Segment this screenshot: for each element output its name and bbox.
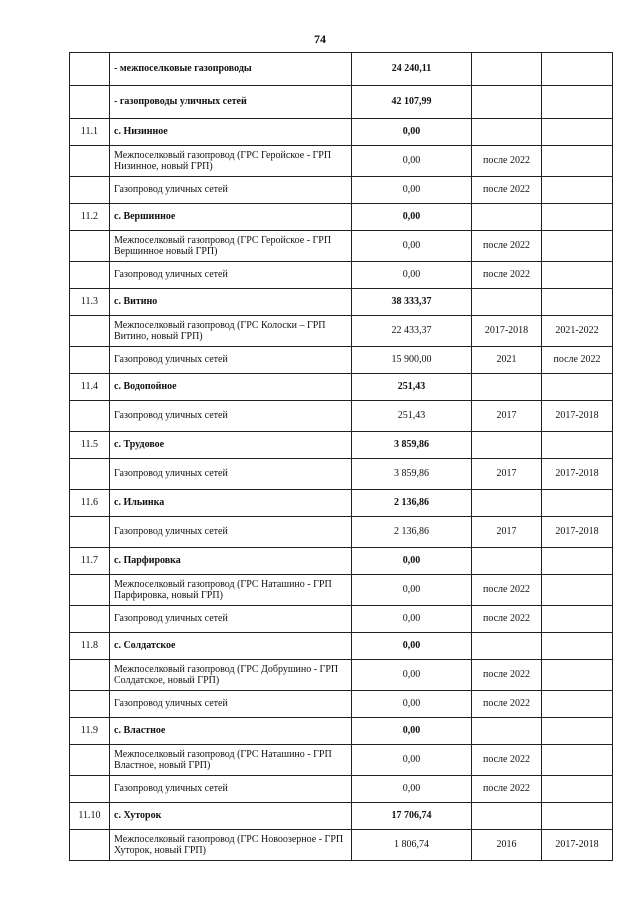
period-end-cell [542,86,613,119]
object-name-cell: с. Вершинное [110,204,352,231]
object-name-cell: Газопровод уличных сетей [110,401,352,432]
amount-cell: 251,43 [352,401,472,432]
amount-cell: 0,00 [352,691,472,718]
period-start-cell: после 2022 [472,262,542,289]
period-end-cell: 2017-2018 [542,830,613,861]
period-end-cell [542,776,613,803]
object-name-cell: с. Властное [110,718,352,745]
period-start-cell [472,119,542,146]
amount-cell: 0,00 [352,204,472,231]
table-row [70,691,613,718]
period-end-cell: 2021-2022 [542,316,613,347]
table-row [70,459,613,490]
period-start-cell [472,490,542,517]
period-start-cell: после 2022 [472,606,542,633]
period-start-cell: после 2022 [472,776,542,803]
amount-cell: 3 859,86 [352,432,472,459]
period-start-cell: после 2022 [472,146,542,177]
amount-cell: 0,00 [352,231,472,262]
section-row [70,204,613,231]
table-row [70,660,613,691]
table-row [70,262,613,289]
row-number-cell: 11.1 [70,119,110,146]
amount-cell: 0,00 [352,262,472,289]
object-name-cell: Газопровод уличных сетей [110,606,352,633]
period-start-cell [472,432,542,459]
object-name-cell: с. Низинное [110,119,352,146]
period-end-cell [542,432,613,459]
period-end-cell [542,803,613,830]
gas-pipeline-table-container [69,52,613,861]
subtotal-row [70,86,613,119]
amount-cell: 0,00 [352,548,472,575]
amount-cell: 1 806,74 [352,830,472,861]
row-number-cell [70,86,110,119]
period-start-cell: 2017 [472,401,542,432]
period-start-cell: 2017 [472,517,542,548]
amount-cell: 0,00 [352,575,472,606]
period-end-cell [542,606,613,633]
period-start-cell [472,86,542,119]
period-end-cell [542,262,613,289]
row-number-cell [70,575,110,606]
period-end-cell [542,660,613,691]
table-row [70,517,613,548]
table-row [70,776,613,803]
row-number-cell [70,347,110,374]
object-name-cell: Межпоселковый газопровод (ГРС Новоозерное - ГРП Хуторок, новый ГРП) [110,830,352,861]
table-row [70,575,613,606]
object-name-cell: с. Парфировка [110,548,352,575]
row-number-cell [70,231,110,262]
row-number-cell: 11.4 [70,374,110,401]
amount-cell: 24 240,11 [352,53,472,86]
object-name-cell: Газопровод уличных сетей [110,459,352,490]
period-start-cell: после 2022 [472,691,542,718]
table-row [70,231,613,262]
period-start-cell [472,374,542,401]
period-start-cell: после 2022 [472,745,542,776]
period-start-cell [472,548,542,575]
period-end-cell [542,231,613,262]
object-name-cell: Газопровод уличных сетей [110,177,352,204]
row-number-cell: 11.5 [70,432,110,459]
subtotal-row [70,53,613,86]
row-number-cell: 11.8 [70,633,110,660]
object-name-cell: Межпоселковый газопровод (ГРС Колоски – ГРП Витино, новый ГРП) [110,316,352,347]
period-start-cell: 2017 [472,459,542,490]
amount-cell: 0,00 [352,119,472,146]
table-row [70,606,613,633]
section-row [70,548,613,575]
row-number-cell [70,517,110,548]
period-end-cell [542,146,613,177]
row-number-cell [70,745,110,776]
period-start-cell: после 2022 [472,231,542,262]
object-name-cell: с. Солдатское [110,633,352,660]
object-name-cell: Межпоселковый газопровод (ГРС Наташино - ГРП Парфировка, новый ГРП) [110,575,352,606]
amount-cell: 0,00 [352,718,472,745]
period-end-cell [542,575,613,606]
row-number-cell: 11.6 [70,490,110,517]
section-row [70,633,613,660]
object-name-cell: - межпоселковые газопроводы [110,53,352,86]
row-number-cell [70,401,110,432]
gas-pipeline-table [69,52,613,861]
amount-cell: 0,00 [352,606,472,633]
object-name-cell: - газопроводы уличных сетей [110,86,352,119]
amount-cell: 0,00 [352,745,472,776]
row-number-cell [70,691,110,718]
row-number-cell: 11.2 [70,204,110,231]
table-row [70,146,613,177]
object-name-cell: Газопровод уличных сетей [110,691,352,718]
row-number-cell: 11.7 [70,548,110,575]
table-body [70,53,613,861]
row-number-cell [70,830,110,861]
object-name-cell: с. Водопойное [110,374,352,401]
table-row [70,316,613,347]
period-end-cell [542,119,613,146]
object-name-cell: Газопровод уличных сетей [110,262,352,289]
amount-cell: 15 900,00 [352,347,472,374]
period-end-cell [542,718,613,745]
object-name-cell: Газопровод уличных сетей [110,776,352,803]
amount-cell: 38 333,37 [352,289,472,316]
table-row [70,177,613,204]
period-start-cell: 2021 [472,347,542,374]
period-start-cell [472,803,542,830]
period-start-cell: после 2022 [472,660,542,691]
row-number-cell: 11.9 [70,718,110,745]
period-start-cell: 2017-2018 [472,316,542,347]
period-end-cell [542,490,613,517]
row-number-cell: 11.3 [70,289,110,316]
section-row [70,718,613,745]
table-row [70,830,613,861]
period-end-cell: 2017-2018 [542,401,613,432]
amount-cell: 0,00 [352,776,472,803]
period-end-cell [542,177,613,204]
amount-cell: 0,00 [352,633,472,660]
table-row [70,347,613,374]
object-name-cell: с. Ильинка [110,490,352,517]
row-number-cell [70,459,110,490]
row-number-cell [70,660,110,691]
row-number-cell [70,606,110,633]
period-end-cell: 2017-2018 [542,459,613,490]
object-name-cell: с. Хуторок [110,803,352,830]
period-end-cell [542,289,613,316]
amount-cell: 251,43 [352,374,472,401]
table-row [70,401,613,432]
object-name-cell: Газопровод уличных сетей [110,517,352,548]
period-end-cell [542,633,613,660]
row-number-cell [70,776,110,803]
object-name-cell: Межпоселковый газопровод (ГРС Наташино - ГРП Властное, новый ГРП) [110,745,352,776]
section-row [70,803,613,830]
amount-cell: 0,00 [352,660,472,691]
period-start-cell: после 2022 [472,575,542,606]
period-end-cell [542,691,613,718]
amount-cell: 2 136,86 [352,490,472,517]
amount-cell: 0,00 [352,146,472,177]
row-number-cell [70,53,110,86]
period-end-cell [542,374,613,401]
section-row [70,432,613,459]
table-row [70,745,613,776]
section-row [70,119,613,146]
period-end-cell [542,548,613,575]
period-start-cell [472,289,542,316]
period-start-cell: после 2022 [472,177,542,204]
amount-cell: 2 136,86 [352,517,472,548]
period-start-cell: 2016 [472,830,542,861]
period-end-cell [542,204,613,231]
page-number: 74 [314,32,326,46]
object-name-cell: с. Витино [110,289,352,316]
period-end-cell [542,53,613,86]
section-row [70,374,613,401]
section-row [70,490,613,517]
section-row [70,289,613,316]
amount-cell: 0,00 [352,177,472,204]
object-name-cell: Межпоселковый газопровод (ГРС Добрушино - ГРП Солдатское, новый ГРП) [110,660,352,691]
object-name-cell: с. Трудовое [110,432,352,459]
period-start-cell [472,204,542,231]
period-start-cell [472,53,542,86]
amount-cell: 42 107,99 [352,86,472,119]
object-name-cell: Межпоселковый газопровод (ГРС Геройское - ГРП Вершинное новый ГРП) [110,231,352,262]
row-number-cell [70,262,110,289]
row-number-cell [70,146,110,177]
row-number-cell [70,177,110,204]
period-start-cell [472,718,542,745]
row-number-cell: 11.10 [70,803,110,830]
period-end-cell [542,745,613,776]
amount-cell: 3 859,86 [352,459,472,490]
amount-cell: 17 706,74 [352,803,472,830]
period-end-cell: после 2022 [542,347,613,374]
row-number-cell [70,316,110,347]
object-name-cell: Межпоселковый газопровод (ГРС Геройское - ГРП Низинное, новый ГРП) [110,146,352,177]
object-name-cell: Газопровод уличных сетей [110,347,352,374]
amount-cell: 22 433,37 [352,316,472,347]
period-start-cell [472,633,542,660]
period-end-cell: 2017-2018 [542,517,613,548]
